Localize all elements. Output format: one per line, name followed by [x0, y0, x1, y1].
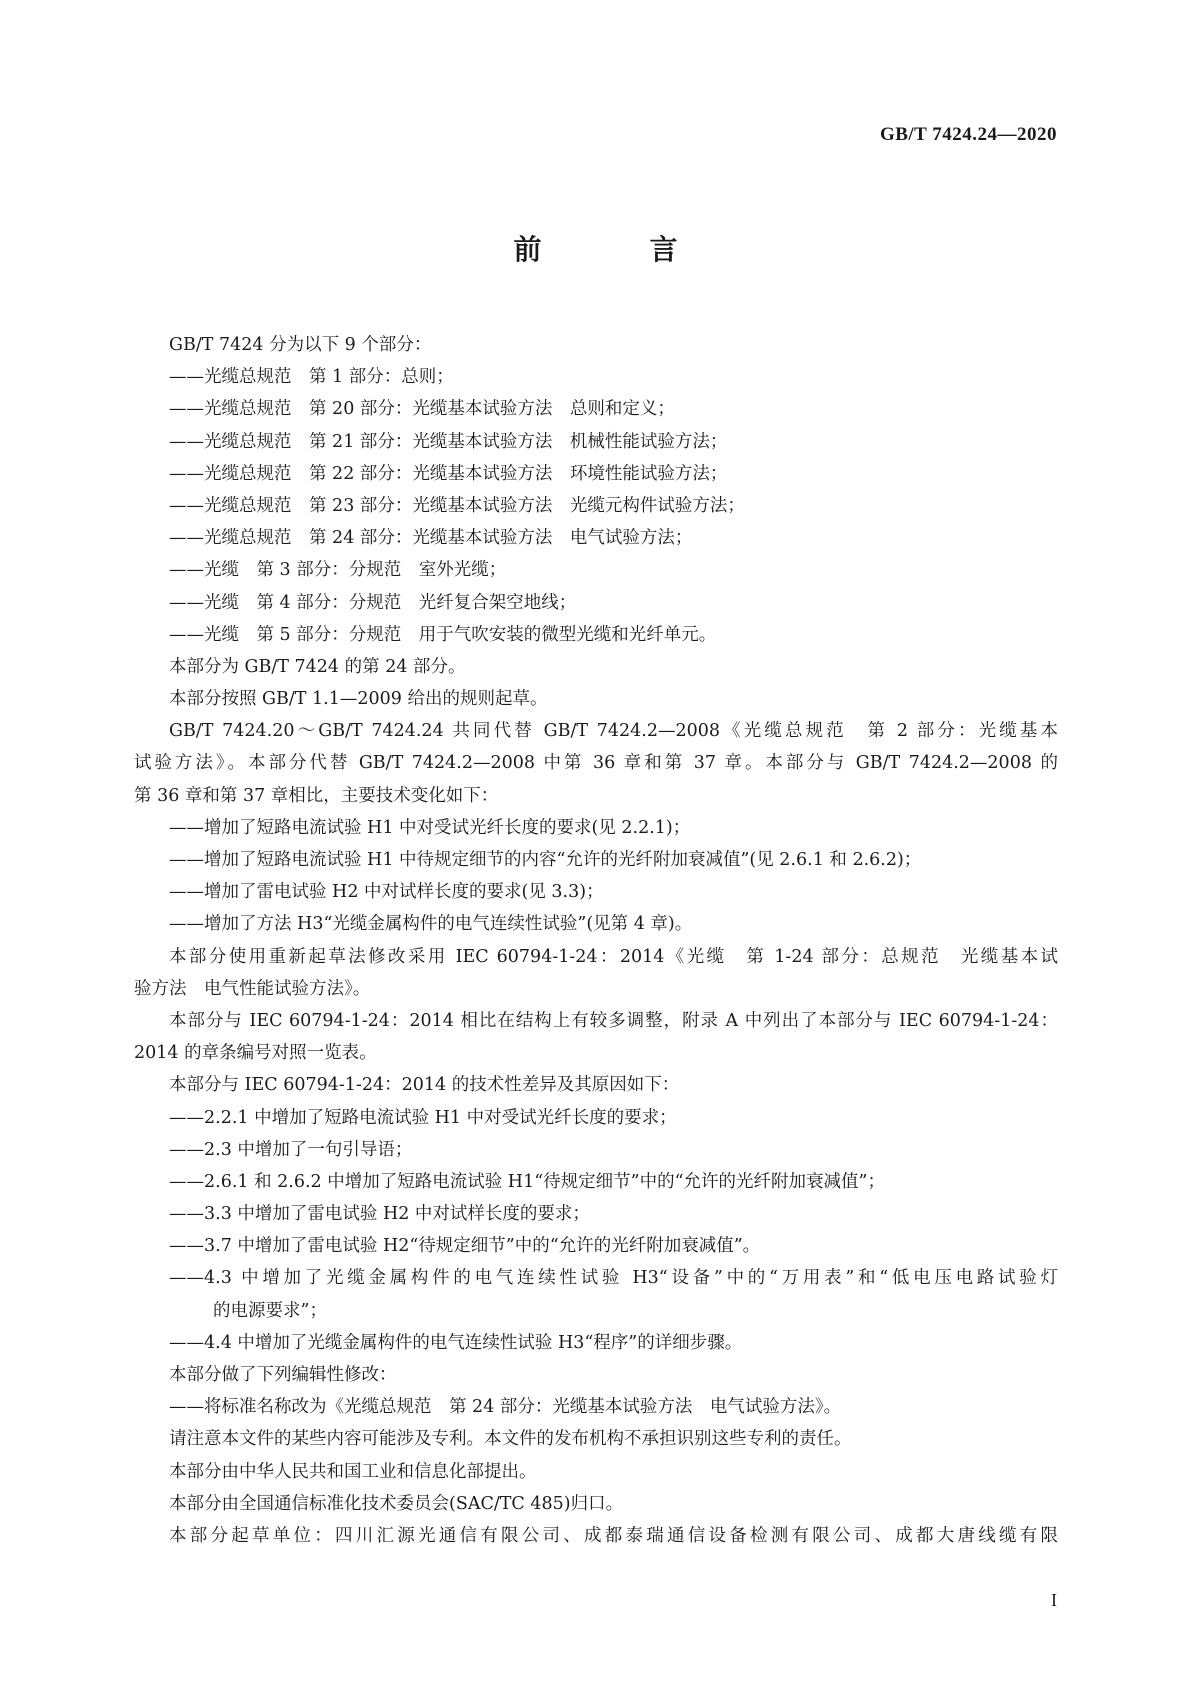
- text-line: ——4.4 中增加了光缆金属构件的电气连续性试验 H3“程序”的详细步骤。: [169, 1332, 743, 1353]
- text-line: ——光缆总规范 第 20 部分：光缆基本试验方法 总则和定义；: [169, 399, 675, 420]
- text-line: 本部分由全国通信标准化技术委员会(SAC/TC 485)归口。: [169, 1493, 624, 1514]
- text-line: GB/T 7424.20～GB/T 7424.24 共同代替 GB/T 7424.2—2008《光缆总规范 第 2 部分：光缆基本: [169, 721, 1058, 742]
- text-line: 本部分起草单位：四川汇源光通信有限公司、成都泰瑞通信设备检测有限公司、成都大唐线缆有限: [169, 1525, 1058, 1546]
- text-line: ——光缆 第 3 部分：分规范 室外光缆；: [169, 560, 507, 581]
- text-line: ——2.2.1 中增加了短路电流试验 H1 中对受试光纤长度的要求；: [169, 1107, 677, 1128]
- text-line: ——增加了雷电试验 H2 中对试样长度的要求(见 3.3)；: [169, 882, 604, 903]
- text-line: 验方法 电气性能试验方法》。: [134, 978, 371, 999]
- text-line: 第 36 章和第 37 章相比，主要技术变化如下：: [134, 785, 499, 806]
- text-line: ——光缆总规范 第 21 部分：光缆基本试验方法 机械性能试验方法；: [169, 431, 728, 452]
- text-line: 本部分由中华人民共和国工业和信息化部提出。: [169, 1461, 537, 1482]
- text-line: 的电源要求”；: [213, 1300, 327, 1321]
- text-line: ——光缆总规范 第 22 部分：光缆基本试验方法 环境性能试验方法；: [169, 463, 728, 484]
- text-line: 本部分按照 GB/T 1.1—2009 给出的规则起草。: [169, 689, 548, 710]
- standard-code: GB/T 7424.24—2020: [879, 124, 1057, 145]
- text-line: 试验方法》。本部分代替 GB/T 7424.2—2008 中第 36 章和第 37 章。本部分与 GB/T 7424.2—2008 的: [134, 753, 1058, 774]
- text-line: ——增加了短路电流试验 H1 中对受试光纤长度的要求(见 2.2.1)；: [169, 817, 691, 838]
- text-line: 2014 的章条编号对照一览表。: [134, 1043, 377, 1064]
- text-line: ——4.3 中增加了光缆金属构件的电气连续性试验 H3“设备”中的“万用表”和“低电压电路试验灯: [169, 1268, 1058, 1289]
- document-body: [134, 329, 1058, 1552]
- text-line: ——2.3 中增加了一句引导语；: [169, 1139, 413, 1160]
- text-line: ——增加了短路电流试验 H1 中待规定细节的内容“允许的光纤附加衰减值”(见 2.6.1 和 2.6.2)；: [169, 850, 922, 870]
- text-line: ——3.7 中增加了雷电试验 H2“待规定细节”中的“允许的光纤附加衰减值”。: [169, 1236, 761, 1257]
- text-line: ——增加了方法 H3“光缆金属构件的电气连续性试验”(见第 4 章)。: [169, 914, 693, 935]
- text-line: 本部分与 IEC 60794-1-24：2014 的技术性差异及其原因如下：: [169, 1075, 680, 1096]
- text-line: 本部分使用重新起草法修改采用 IEC 60794-1-24：2014《光缆 第 1-24 部分：总规范 光缆基本试: [169, 946, 1058, 967]
- text-line: GB/T 7424 分为以下 9 个部分：: [169, 335, 432, 355]
- text-line: ——光缆总规范 第 1 部分：总则；: [169, 367, 454, 388]
- text-line: ——光缆 第 4 部分：分规范 光纤复合架空地线；: [169, 592, 577, 613]
- text-line: ——将标准名称改为《光缆总规范 第 24 部分：光缆基本试验方法 电气试验方法》。: [169, 1397, 842, 1418]
- text-line: 本部分与 IEC 60794-1-24：2014 相比在结构上有较多调整，附录 A 中列出了本部分与 IEC 60794-1-24：: [169, 1010, 1058, 1031]
- text-line: 本部分为 GB/T 7424 的第 24 部分。: [169, 656, 466, 677]
- text-line: 本部分做了下列编辑性修改：: [169, 1365, 397, 1385]
- text-line: ——光缆总规范 第 23 部分：光缆基本试验方法 光缆元构件试验方法；: [169, 495, 745, 516]
- text-line: ——3.3 中增加了雷电试验 H2 中对试样长度的要求；: [169, 1204, 590, 1225]
- text-line: 请注意本文件的某些内容可能涉及专利。本文件的发布机构不承担识别这些专利的责任。: [169, 1429, 852, 1450]
- page-title: 前 言: [513, 233, 718, 266]
- text-line: ——2.6.1 和 2.6.2 中增加了短路电流试验 H1“待规定细节”中的“允许的光纤附加衰减值”；: [169, 1171, 885, 1192]
- page-number: I: [1051, 1590, 1057, 1610]
- text-line: ——光缆 第 5 部分：分规范 用于气吹安装的微型光缆和光纤单元。: [169, 624, 717, 645]
- text-line: ——光缆总规范 第 24 部分：光缆基本试验方法 电气试验方法；: [169, 528, 693, 549]
